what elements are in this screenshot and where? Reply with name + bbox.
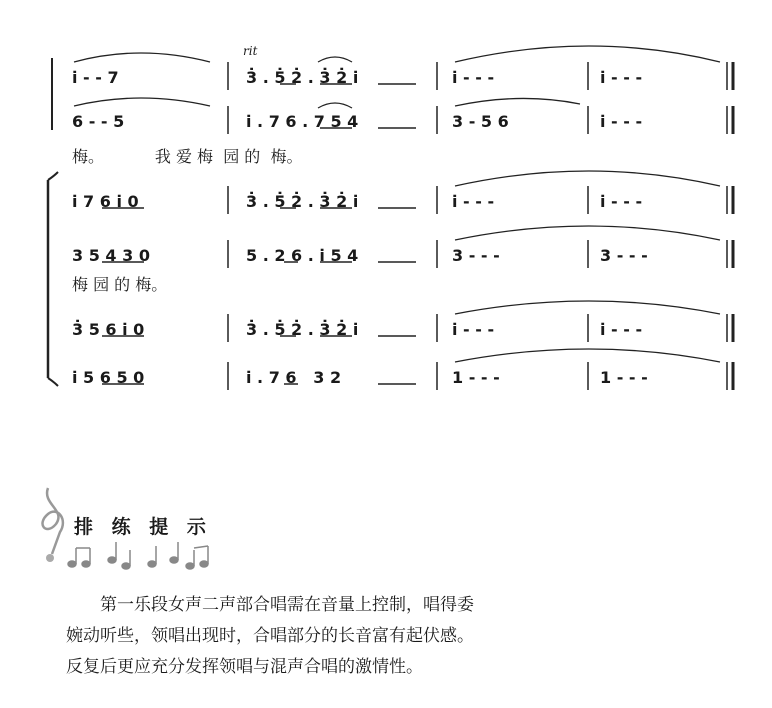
tips-line-2: 婉动听些，领唱出现时，合唱部分的长音富有起伏感。 [66,626,474,646]
s3-upper-m4: i̇ - - - [600,320,643,339]
s2-lower-m2: 5 . 2 6 . i̇ 5 4 [246,246,359,265]
s2-upper-m3: i̇ - - - [452,192,495,211]
s2-lyrics: 梅 园 的 梅。 [72,275,168,294]
s3-upper-m2: 3̇ . 5̇ 2̇ . 3̇ 2̇ i̇ [246,320,359,339]
s1-lower-m1: 6 - - 5 [72,112,125,131]
s1-upper-m2: 3̇ . 5̇ 2̇ . 3̇ 2̇ i̇ [246,68,359,87]
s2-upper-m1: i̇ 7 6 i̇ 0 [72,192,139,211]
s2-lower-m1: 3 5 4 3 0 [72,246,150,265]
tips-paragraph [66,590,726,683]
s2-upper-m4: i̇ - - - [600,192,643,211]
s1-upper-m1: i̇ - - 7 [72,68,119,87]
tips-title: 排 练 提 示 [74,516,212,538]
s1-upper-m3: i̇ - - - [452,68,495,87]
s3-lower-m2: i̇ . 7 6 3 2 [246,368,342,387]
tips-line-1: 第一乐段女声二声部合唱需在音量上控制，唱得委 [100,595,474,615]
s1-lower-m3: 3 - 5 6 [452,112,509,131]
s3-upper-m1: 3̇ 5 6 i̇ 0 [72,320,145,339]
s3-upper-m3: i̇ - - - [452,320,495,339]
s1-lower-m2: i̇ . 7 6 . 7 5 4 [246,112,359,131]
s1-lyrics: 梅。 我 爱 梅 园 的 梅。 [72,147,303,166]
s2-lower-m3: 3 - - - [452,246,500,265]
s1-lower-m4: i̇ - - - [600,112,643,131]
s1-upper-m4: i̇ - - - [600,68,643,87]
s3-lower-m4: 1 - - - [600,368,648,387]
s2-upper-m2: 3̇ . 5̇ 2̇ . 3̇ 2̇ i̇ [246,192,359,211]
tips-line-3: 反复后更应充分发挥领唱与混声合唱的激情性。 [66,657,423,677]
s3-lower-m3: 1 - - - [452,368,500,387]
tempo-mark: rit [243,44,258,58]
s2-lower-m4: 3 - - - [600,246,648,265]
s3-lower-m1: i̇ 5 6 5 0 [72,368,145,387]
